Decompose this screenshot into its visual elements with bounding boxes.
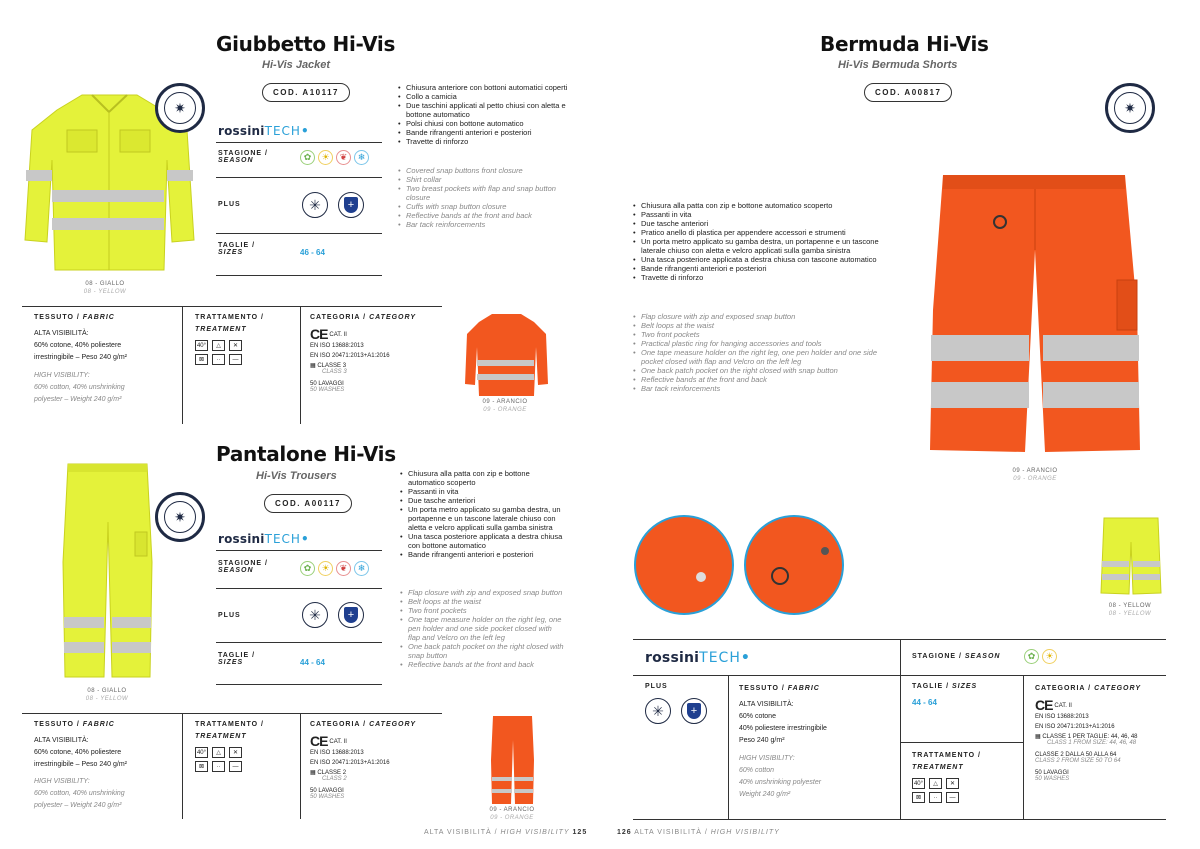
shorts-fabric-block: TESSUTO / FABRIC ALTA VISIBILITÀ: 60% cotone 40% poliestere irrestringibile Peso 240 g/m² HIGH VISIBILITY: 60% cotton 40% unshrinking polyester Weight 240 g/m²	[739, 685, 827, 798]
protection-shield-icon: +	[338, 192, 364, 218]
shorts-alt-color-label: 08 - YELLOW 08 - YELLOW	[1108, 603, 1152, 617]
shorts-plus-label: PLUS	[645, 683, 668, 690]
jacket-features-it	[398, 83, 573, 146]
shorts-color-label: 09 - ARANCIO 09 - ORANGE	[1012, 468, 1058, 482]
footer-right: 126 ALTA VISIBILITÀ / HIGH VISIBILITY	[617, 829, 780, 836]
jacket-sizes-label: TAGLIE / SIZES	[218, 242, 256, 256]
feature-item: • Practical plastic ring for hanging accessories and tools	[633, 339, 895, 348]
feature-item: • Una tasca posteriore applicata a destra chiusa con tascone automatico	[633, 255, 895, 264]
iron-icon: ∙∙	[212, 354, 225, 365]
jacket-sizes-value: 46 - 64	[300, 248, 325, 257]
no-bleach-icon: △	[212, 340, 225, 351]
jacket-plus-icons	[302, 192, 364, 218]
hivis-emblem-icon: ✷	[155, 492, 205, 542]
trousers-subtitle: Hi-Vis Trousers	[256, 470, 337, 482]
hivis-emblem-icon: ✷	[1105, 83, 1155, 133]
feature-item: • Passanti in vita	[400, 487, 565, 496]
spring-icon: ✿	[1024, 649, 1039, 664]
shorts-sizes-block: TAGLIE / SIZES 44 - 64	[912, 683, 978, 707]
shorts-plus-icons	[645, 698, 707, 724]
class-icon: ▦	[1035, 733, 1041, 740]
trousers-season-icons	[300, 561, 369, 576]
feature-item: • One back patch pocket on the right closed with snap button	[400, 642, 565, 660]
feature-item: • Due taschini applicati al petto chiusi con aletta e bottone automatico	[398, 101, 573, 119]
trousers-features-it	[400, 469, 565, 559]
feature-item: • Chiusura anteriore con bottoni automatici coperti	[398, 83, 573, 92]
shorts-season-label: STAGIONE / SEASON	[912, 653, 1001, 660]
line-dry-icon: —	[229, 354, 242, 365]
trousers-code-badge: COD. A00117	[264, 494, 352, 513]
feature-item: • Collo a camicia	[398, 92, 573, 101]
feature-item: • One tape measure holder on the right leg, one pen holder and one side pocket closed with flap and Velcro on the left leg	[400, 615, 565, 642]
care-icons-2	[912, 792, 1017, 803]
shorts-brand-logo: rossiniTECH•	[645, 650, 751, 666]
breathable-icon: ✳	[302, 192, 328, 218]
no-dryclean-icon: ✕	[946, 778, 959, 789]
autumn-icon: ❦	[336, 561, 351, 576]
jacket-subtitle: Hi-Vis Jacket	[262, 59, 331, 71]
feature-item: • Bar tack reinforcements	[398, 220, 566, 229]
ce-mark-icon: CE	[1035, 697, 1053, 713]
line-dry-icon: —	[229, 761, 242, 772]
feature-item: • Chiusura alla patta con zip e bottone automatico scoperto	[400, 469, 565, 487]
trousers-orange-image	[490, 715, 535, 805]
jacket-plus-label: PLUS	[218, 201, 241, 208]
trousers-alt-color-label: 09 - ARANCIO 09 - ORANGE	[489, 807, 535, 821]
care-icons-2	[195, 761, 295, 772]
no-dryclean-icon: ✕	[229, 340, 242, 351]
feature-item: • Flap closure with zip and exposed snap button	[400, 588, 565, 597]
no-tumble-icon: ⊠	[195, 761, 208, 772]
breathable-icon: ✳	[302, 602, 328, 628]
jacket-season-icons	[300, 150, 369, 165]
no-tumble-icon: ⊠	[195, 354, 208, 365]
winter-icon: ❄	[354, 561, 369, 576]
no-bleach-icon: △	[212, 747, 225, 758]
shorts-features-en	[633, 312, 895, 393]
breathable-icon: ✳	[645, 698, 671, 724]
jacket-orange-image	[464, 312, 549, 397]
ce-mark-icon: CE	[310, 733, 328, 749]
spring-icon: ✿	[300, 150, 315, 165]
summer-icon: ☀	[318, 561, 333, 576]
trousers-color-label: 08 - GIALLO 08 - YELLOW	[85, 688, 129, 702]
shorts-features-it	[633, 201, 895, 282]
feature-item: • Un porta metro applicato su gamba destra, un portapenne e un tascone laterale chiuso con aletta e velcro applicati sulla gamba sinistra	[400, 505, 565, 532]
feature-item: • Bar tack reinforcements	[633, 384, 895, 393]
trousers-plus-label: PLUS	[218, 612, 241, 619]
shorts-treatment-block: TRATTAMENTO / TREATMENT 40° △ ✕ ⊠ ∙∙ —	[912, 750, 1017, 803]
trousers-treatment-block: TRATTAMENTO / TREATMENT 40° △ ✕ ⊠ ∙∙ —	[195, 719, 295, 772]
feature-item: • One back patch pocket on the right closed with snap button	[633, 366, 895, 375]
feature-item: • Two breast pockets with flap and snap button closure	[398, 184, 566, 202]
no-dryclean-icon: ✕	[229, 747, 242, 758]
iron-icon: ∙∙	[212, 761, 225, 772]
care-icons	[912, 778, 1017, 789]
feature-item: • Two front pockets	[400, 606, 565, 615]
wash-40-icon: 40°	[912, 778, 925, 789]
feature-item: • Bande rifrangenti anteriori e posteriori	[400, 550, 565, 559]
trousers-plus-icons	[302, 602, 364, 628]
feature-item: • Reflective bands at the front and back	[633, 375, 895, 384]
feature-item: • One tape measure holder on the right leg, one pen holder and one side pocket closed with flap and Velcro on the left leg	[633, 348, 895, 366]
shorts-code-badge: COD. A00817	[864, 83, 952, 102]
summer-icon: ☀	[1042, 649, 1057, 664]
jacket-treatment-block: TRATTAMENTO / TREATMENT 40° △ ✕ ⊠ ∙∙ —	[195, 312, 295, 365]
jacket-fabric-block: TESSUTO / FABRIC ALTA VISIBILITÀ: 60% cotone, 40% poliestere irrestringibile – Peso 240 g/m² HIGH VISIBILITY: 60% cotton, 40% unshrinking polyester – Weight 240 g/m²	[34, 314, 127, 403]
trousers-sizes-label: TAGLIE / SIZES	[218, 652, 256, 666]
trousers-image	[60, 462, 155, 682]
care-icons-2	[195, 354, 295, 365]
class-icon: ▦	[310, 362, 316, 369]
winter-icon: ❄	[354, 150, 369, 165]
jacket-category-block: CATEGORIA / CATEGORY CE CAT. II EN ISO 13688:2013 EN ISO 20471:2013+A1:2016 ▦ CLASSE 3 CLASS 3 50 LAVAGGI 50 WASHES	[310, 314, 417, 393]
trousers-category-block: CATEGORIA / CATEGORY CE CAT. II EN ISO 13688:2013 EN ISO 20471:2013+A1:2016 ▦ CLASSE 2 CLASS 2 50 LAVAGGI 50 WASHES	[310, 721, 417, 800]
ce-mark-icon: CE	[310, 326, 328, 342]
feature-item: • Belt loops at the waist	[400, 597, 565, 606]
feature-item: • Una tasca posteriore applicata a destra chiusa con bottone automatico	[400, 532, 565, 550]
shorts-yellow-image	[1100, 517, 1162, 595]
class-icon: ▦	[310, 769, 316, 776]
feature-item: • Flap closure with zip and exposed snap button	[633, 312, 895, 321]
feature-item: • Travette di rinforzo	[398, 137, 573, 146]
detail-closeup-2	[744, 515, 844, 615]
feature-item: • Reflective bands at the front and back	[398, 211, 566, 220]
feature-item: • Belt loops at the waist	[633, 321, 895, 330]
feature-item: • Bande rifrangenti anteriori e posteriori	[398, 128, 573, 137]
feature-item: • Two front pockets	[633, 330, 895, 339]
feature-item: • Reflective bands at the front and back	[400, 660, 565, 669]
detail-closeup-1	[634, 515, 734, 615]
care-icons	[195, 340, 295, 351]
feature-item: • Covered snap buttons front closure	[398, 166, 566, 175]
spring-icon: ✿	[300, 561, 315, 576]
feature-item: • Pratico anello di plastica per appendere accessori e strumenti	[633, 228, 895, 237]
trousers-title: Pantalone Hi-Vis	[216, 442, 396, 466]
trousers-features-en	[400, 588, 565, 669]
jacket-features-en	[398, 166, 566, 229]
feature-item: • Chiusura alla patta con zip e bottone automatico scoperto	[633, 201, 895, 210]
shorts-season-icons	[1024, 649, 1057, 664]
shorts-title: Bermuda Hi-Vis	[820, 32, 989, 56]
jacket-title: Giubbetto Hi-Vis	[216, 32, 396, 56]
feature-item: • Due tasche anteriori	[633, 219, 895, 228]
feature-item: • Passanti in vita	[633, 210, 895, 219]
jacket-code-badge: COD. A10117	[262, 83, 350, 102]
feature-item: • Due tasche anteriori	[400, 496, 565, 505]
trousers-sizes-value: 44 - 64	[300, 658, 325, 667]
jacket-color-label: 08 - GIALLO 08 - YELLOW	[83, 281, 127, 295]
autumn-icon: ❦	[336, 150, 351, 165]
trousers-fabric-block: TESSUTO / FABRIC ALTA VISIBILITÀ: 60% cotone, 40% poliestere irrestringibile – Peso 240 g/m² HIGH VISIBILITY: 60% cotton, 40% unshrinking polyester – Weight 240 g/m²	[34, 721, 127, 809]
shorts-category-block: CATEGORIA / CATEGORY CE CAT. II EN ISO 13688:2013 EN ISO 20471:2013+A1:2016 ▦ CLASSE 1 PER TAGLIE: 44, 46, 48 CLASS 1 FROM SIZE: 44, 46, 48 CLASSE 2 DALLA 50 ALLA 64 CLASS 2 FROM SIZE 50 TO 64 50 LAVAGGI 50 WASHES	[1035, 685, 1142, 782]
feature-item: • Travette di rinforzo	[633, 273, 895, 282]
feature-item: • Bande rifrangenti anteriori e posteriori	[633, 264, 895, 273]
feature-item: • Polsi chiusi con bottone automatico	[398, 119, 573, 128]
shorts-subtitle: Hi-Vis Bermuda Shorts	[838, 59, 958, 71]
jacket-alt-color-label: 09 - ARANCIO 09 - ORANGE	[482, 399, 528, 413]
no-bleach-icon: △	[929, 778, 942, 789]
shorts-image	[925, 170, 1145, 460]
iron-icon: ∙∙	[929, 792, 942, 803]
jacket-brand-logo: rossiniTECH•	[218, 124, 309, 138]
feature-item: • Un porta metro applicato su gamba destra, un portapenne e un tascone laterale chiuso con aletta e velcro applicati sulla gamba sinistra	[633, 237, 895, 255]
no-tumble-icon: ⊠	[912, 792, 925, 803]
trousers-brand-logo: rossiniTECH•	[218, 532, 309, 546]
footer-left: ALTA VISIBILITÀ / HIGH VISIBILITY 125	[424, 829, 588, 836]
protection-shield-icon: +	[338, 602, 364, 628]
feature-item: • Cuffs with snap button closure	[398, 202, 566, 211]
trousers-season-label: STAGIONE / SEASON	[218, 560, 268, 574]
wash-40-icon: 40°	[195, 747, 208, 758]
care-icons	[195, 747, 295, 758]
feature-item: • Shirt collar	[398, 175, 566, 184]
summer-icon: ☀	[318, 150, 333, 165]
protection-shield-icon: +	[681, 698, 707, 724]
wash-40-icon: 40°	[195, 340, 208, 351]
hivis-emblem-icon: ✷	[155, 83, 205, 133]
line-dry-icon: —	[946, 792, 959, 803]
jacket-season-label: STAGIONE / SEASON	[218, 150, 268, 164]
